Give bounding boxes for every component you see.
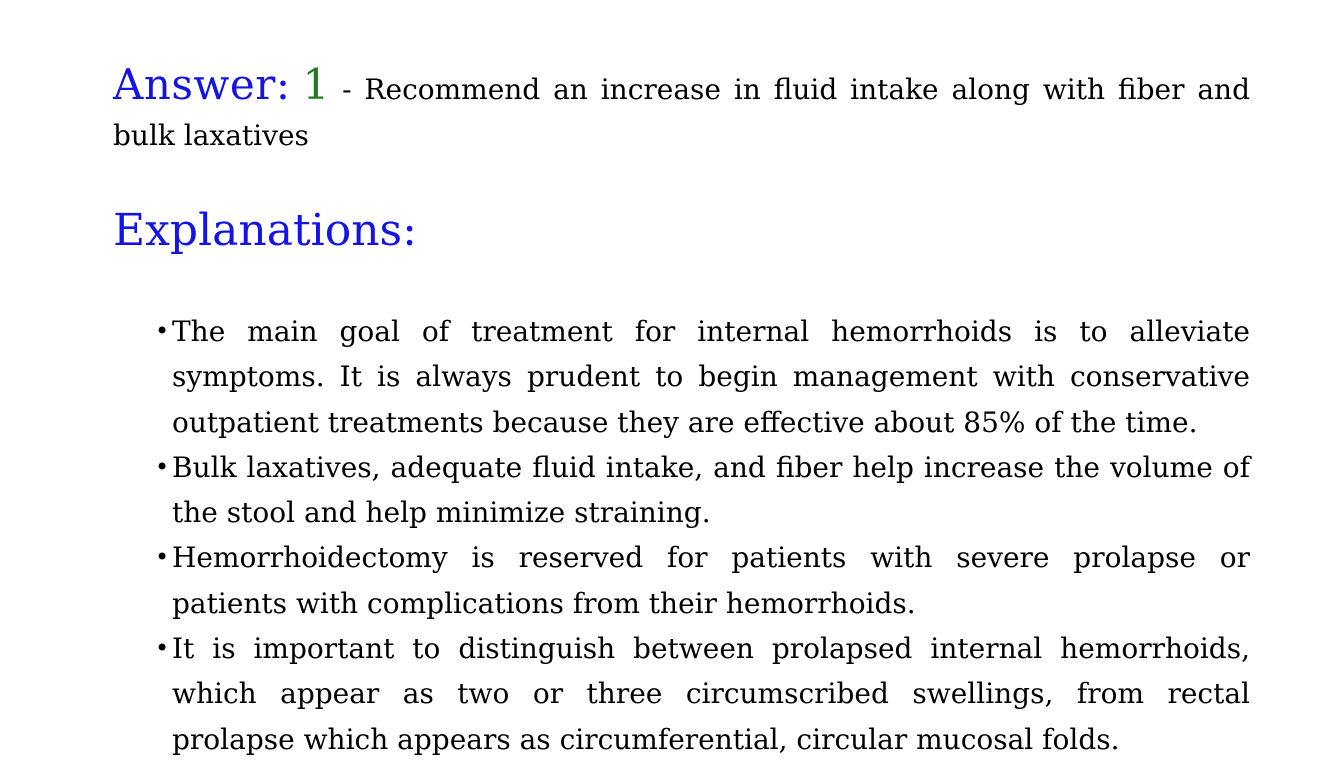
bullet-icon: •: [155, 317, 170, 345]
document-page: [113, 0, 1250, 762]
explanations-heading: Explanations:: [113, 205, 417, 256]
bullet-icon: •: [155, 543, 170, 572]
answer-label: Answer:: [113, 60, 291, 109]
explanation-text: Hemorrhoidectomy is reserved for patients with severe prolapse or patients with complications from their hemorrhoids.: [172, 541, 1250, 620]
explanations-list: [113, 309, 1250, 762]
bullet-icon: •: [155, 634, 170, 663]
answer-text: - Recommend an increase in fluid intake along with fiber and bulk laxatives: [113, 73, 1250, 152]
explanation-item: [155, 445, 1250, 536]
explanation-item: [155, 626, 1250, 762]
explanation-text: The main goal of treatment for internal hemorrhoids is to alleviate symptoms. It is always prudent to begin management with conservative outpatient treatments because they are effective about 85% of the time.: [172, 315, 1250, 439]
explanation-text: Bulk laxatives, adequate fluid intake, and fiber help increase the volume of the stool and help minimize straining.: [172, 450, 1250, 530]
explanation-item: [155, 309, 1250, 445]
explanation-text: It is important to distinguish between prolapsed internal hemorrhoids, which appear as two or three circumscribed swellings, from rectal prolapse which appears as circumferential, circular mucosal folds.: [172, 632, 1250, 756]
explanation-item: [155, 535, 1250, 626]
bullet-icon: •: [155, 452, 170, 481]
answer-block: [113, 62, 1250, 159]
answer-number: 1: [302, 60, 330, 109]
